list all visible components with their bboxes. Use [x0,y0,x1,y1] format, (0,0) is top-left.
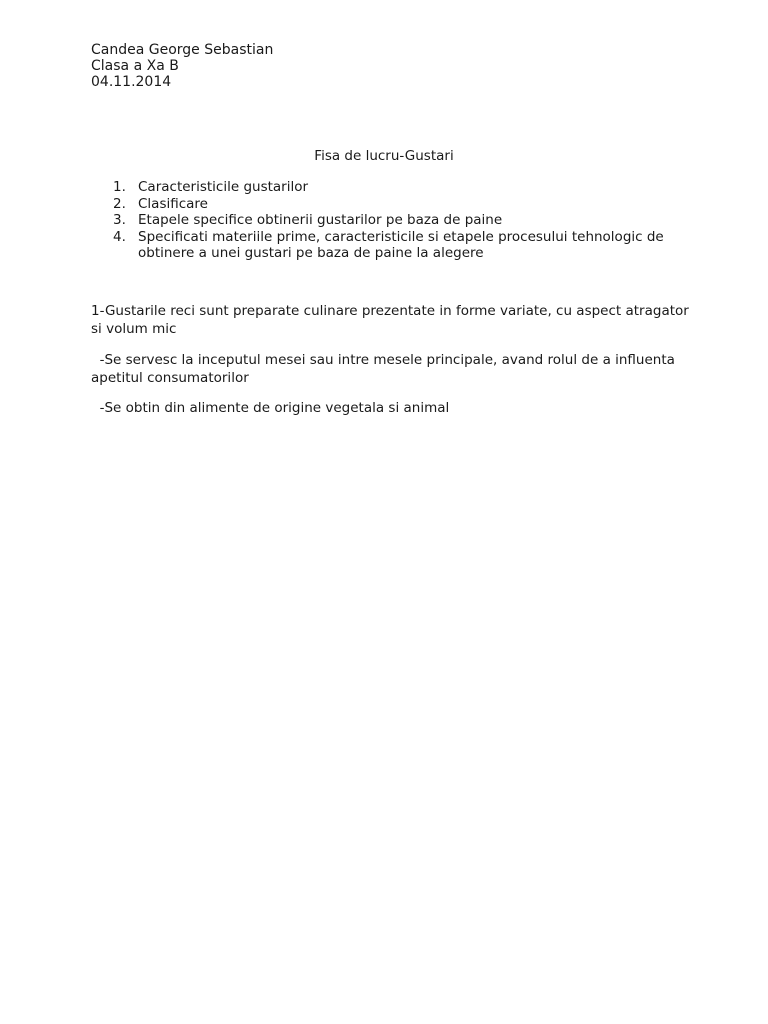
student-name: Candea George Sebastian [91,42,274,58]
paragraph-origin: -Se obtin din alimente de origine vegetala si animal [91,400,450,416]
paragraph-definition: 1-Gustarile reci sunt preparate culinare prezentate in forme variate, cu aspect atragator si volum mic [91,303,689,337]
list-item [91,196,691,213]
list-item-text: Etapele specifice obtinerii gustarilor pe baza de paine [138,212,503,228]
list-item [91,212,691,229]
list-item [91,179,691,196]
list-item [91,229,691,262]
student-class: Clasa a Xa B [91,58,179,74]
list-item-number: 3. [113,212,126,228]
document-title: Fisa de lucru-Gustari [314,148,454,164]
document-date: 04.11.2014 [91,74,172,90]
list-item-number: 2. [113,195,126,212]
header-block [91,42,273,90]
list-item-text: Specificati materiile prime, caracteristicile si etapele procesului tehnologic de obtinere a unei gustari pe baza de paine la alegere [138,228,664,261]
list-item-number: 1. [113,179,126,195]
paragraph-serving: -Se servesc la inceputul mesei sau intre mesele principale, avand rolul de a influenta apetitul consumatorilor [91,352,675,386]
task-list [91,179,691,262]
list-item-text: Clasificare [138,195,208,212]
list-item-number: 4. [113,228,126,245]
list-item-text: Caracteristicile gustarilor [138,179,309,195]
